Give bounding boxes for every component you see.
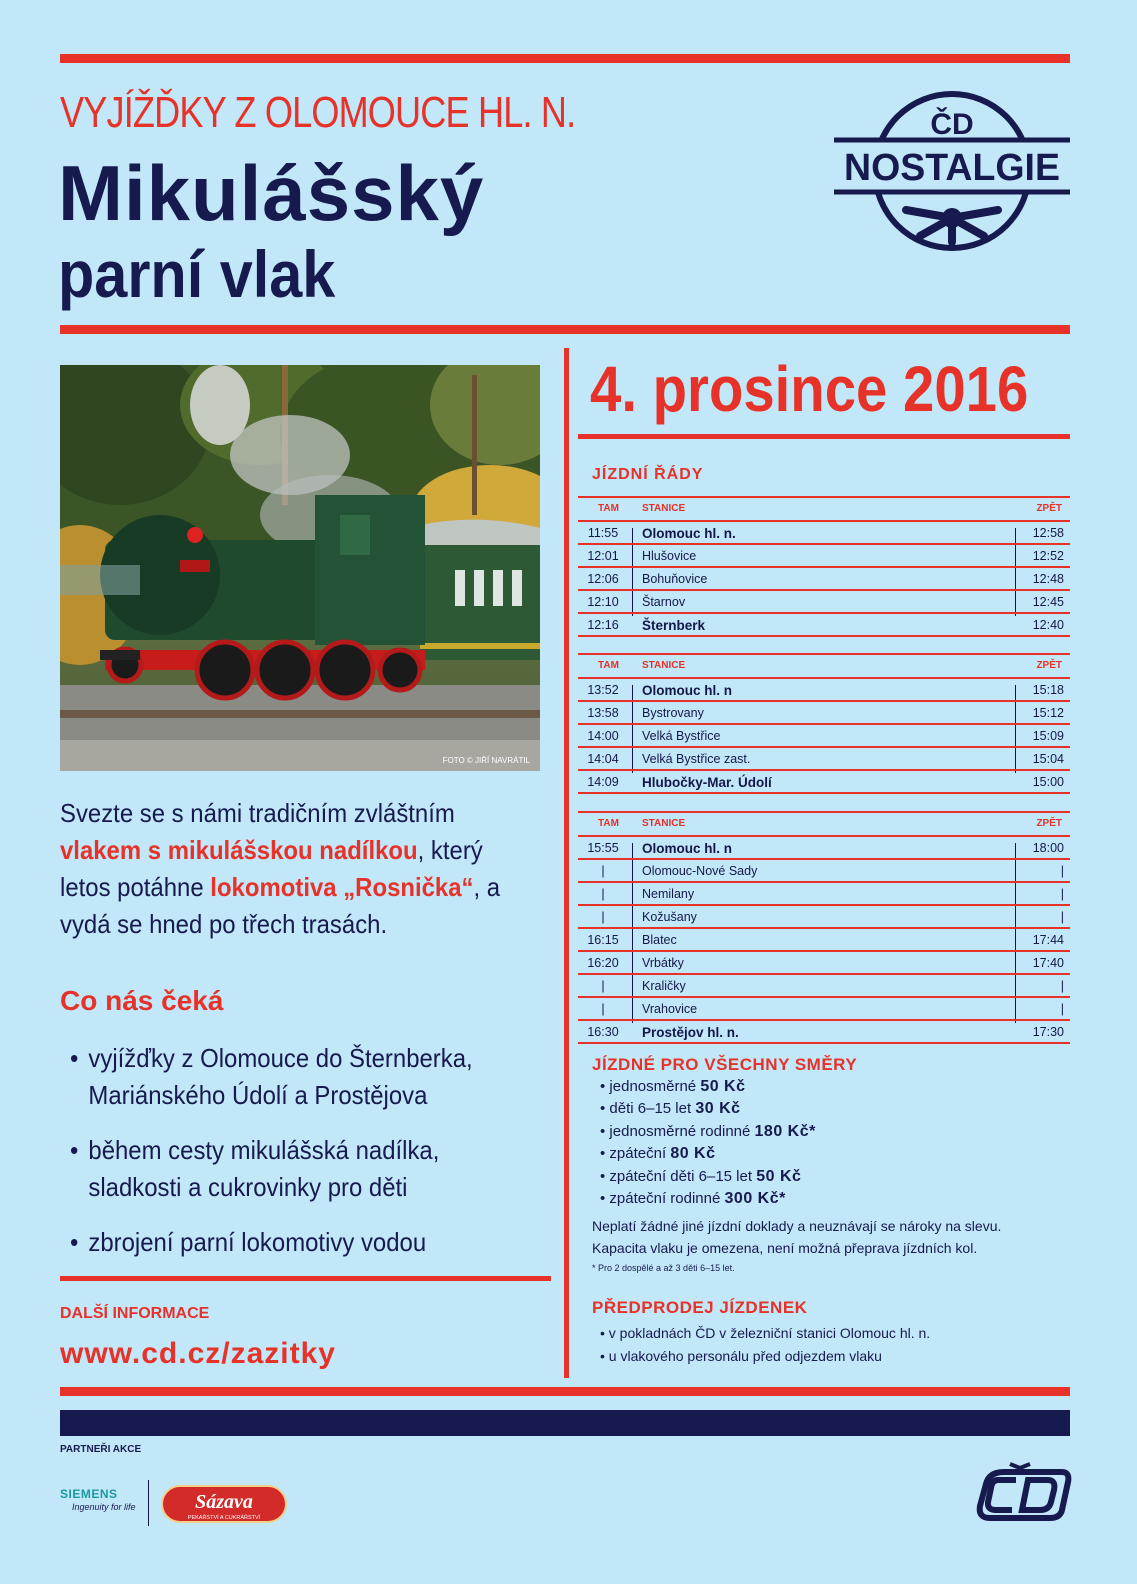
table-row: 12:10 Štarnov 12:45 [578,591,1070,614]
list-item: • v pokladnách ČD v železniční stanici Olomouc hl. n. [600,1325,931,1341]
cd-nostalgie-logo [832,90,1072,252]
notice-line: Kapacita vlaku je omezena, není možná přeprava jízdních kol. [592,1240,978,1256]
column-divider [564,348,569,1378]
timetable-header: TAM STANICE ZPĚT [578,811,1070,837]
table-row: 14:04 Velká Bystřice zast. 15:04 [578,748,1070,771]
highlights-heading: Co nás čeká [60,985,224,1016]
date-rule [578,434,1070,439]
footer-band [60,1410,1070,1436]
table-row: 14:09 Hlubočky-Mar. Údolí 15:00 [578,771,1070,794]
kicker: VYJÍŽĎKY Z OLOMOUCE HL. N. [60,88,576,137]
page-subtitle: parní vlak [58,237,336,311]
col-tam: TAM [598,503,619,514]
table-row: | Vrahovice | [578,998,1070,1021]
siemens-tagline: Ingenuity for life [72,1502,136,1512]
presale-list [600,1322,930,1368]
sazava-name: Sázava [195,1491,253,1513]
info-link[interactable]: www.cd.cz/zazitky [60,1337,336,1370]
col-zpet: ZPĚT [1036,503,1062,514]
sazava-logo [160,1480,288,1528]
timetable-header [578,496,1070,522]
info-heading: DALŠÍ INFORMACE [60,1305,210,1322]
top-rule [60,54,1070,63]
table-row: 16:15 Blatec 17:44 [578,929,1070,952]
header-rule [60,325,1070,334]
cd-logo-text: ČD [970,1464,972,1465]
intro-text-3: , a vydá se hned po třech trasách. [60,872,501,939]
footer-rule [60,1387,1070,1396]
table-row: | Kraličky | [578,975,1070,998]
page-title: Mikulášský [58,149,485,237]
table-row: 13:52 Olomouc hl. n 15:18 [578,679,1070,702]
list-item: • zbrojení parní lokomotivy vodou [70,1224,512,1261]
event-date: 4. prosince 2016 [590,353,1029,425]
table-row: 16:20 Vrbátky 17:40 [578,952,1070,975]
logo-line2: NOSTALGIE [844,147,1060,189]
table-row: 11:55 Olomouc hl. n. 12:58 [578,522,1070,545]
sazava-sub: PEKAŘSTVÍ A CUKRÁŘSTVÍ [187,1515,261,1521]
list-item: • během cesty mikulášská nadílka, sladkosti a cukrovinky pro děti [70,1132,512,1206]
table-row: | Olomouc-Nové Sady | [578,860,1070,883]
fare-item: • jednosměrné rodinné 180 Kč* [600,1122,816,1140]
fare-item: • děti 6–15 let 30 Kč [600,1100,741,1118]
highlights-list [70,1040,512,1279]
table-row: 16:30 Prostějov hl. n. 17:30 [578,1021,1070,1044]
intro-text-1: Svezte se s námi tradičním zvláštním [60,798,455,828]
intro-paragraph [60,795,511,943]
list-item: • u vlakového personálu před odjezdem vlaku [600,1348,882,1364]
table-row: 13:58 Bystrovany 15:12 [578,702,1070,725]
intro-highlight-2: lokomotiva „Rosnička“ [210,872,474,902]
fares-footnote: * Pro 2 dospělé a až 3 děti 6–15 let. [592,1263,735,1273]
partners-label: PARTNEŘI AKCE [60,1444,142,1455]
locomotive-photo [60,365,540,771]
list-item: • vyjížďky z Olomouce do Šternberka, Mariánského Údolí a Prostějova [70,1040,512,1114]
notice-line: Neplatí žádné jiné jízdní doklady a neuznávají se nároky na slevu. [592,1218,1002,1234]
table-row: 15:55 Olomouc hl. n 18:00 [578,837,1070,860]
intro-text-2: , který letos potáhne [60,835,483,902]
cd-logo [970,1462,1072,1526]
table-row: 14:00 Velká Bystřice 15:09 [578,725,1070,748]
presale-heading: PŘEDPRODEJ JÍZDENEK [592,1298,808,1317]
info-rule [60,1276,551,1281]
fares-notice [592,1215,1001,1259]
logo-line1: ČD [930,108,974,141]
table-row: 12:01 Hlušovice 12:52 [578,545,1070,568]
timetable-hlubocky [578,653,1070,794]
fare-item: • jednosměrné 50 Kč [600,1078,746,1095]
partner-divider [148,1480,149,1526]
table-row: | Nemilany | [578,883,1070,906]
col-stanice: STANICE [642,503,686,514]
fares-list [600,1076,816,1210]
photo-credit: FOTO © JIŘÍ NAVRÁTIL [442,756,530,765]
timetable-header: TAM STANICE ZPĚT [578,653,1070,679]
siemens-logo: SIEMENS [60,1487,118,1501]
fare-item: • zpáteční děti 6–15 let 50 Kč [600,1167,802,1185]
table-row: | Kožušany | [578,906,1070,929]
fare-item: • zpáteční 80 Kč [600,1145,716,1163]
timetable-sternberk [578,496,1070,637]
table-row: 12:06 Bohuňovice 12:48 [578,568,1070,591]
fare-item: • zpáteční rodinné 300 Kč* [600,1190,786,1208]
table-row: 12:16 Šternberk 12:40 [578,614,1070,637]
timetables-heading: JÍZDNÍ ŘÁDY [592,466,704,483]
intro-highlight-1: vlakem s mikulášskou nadílkou [60,835,418,865]
timetable-prostejov [578,811,1070,1044]
fares-heading: JÍZDNÉ PRO VŠECHNY SMĚRY [592,1055,858,1074]
